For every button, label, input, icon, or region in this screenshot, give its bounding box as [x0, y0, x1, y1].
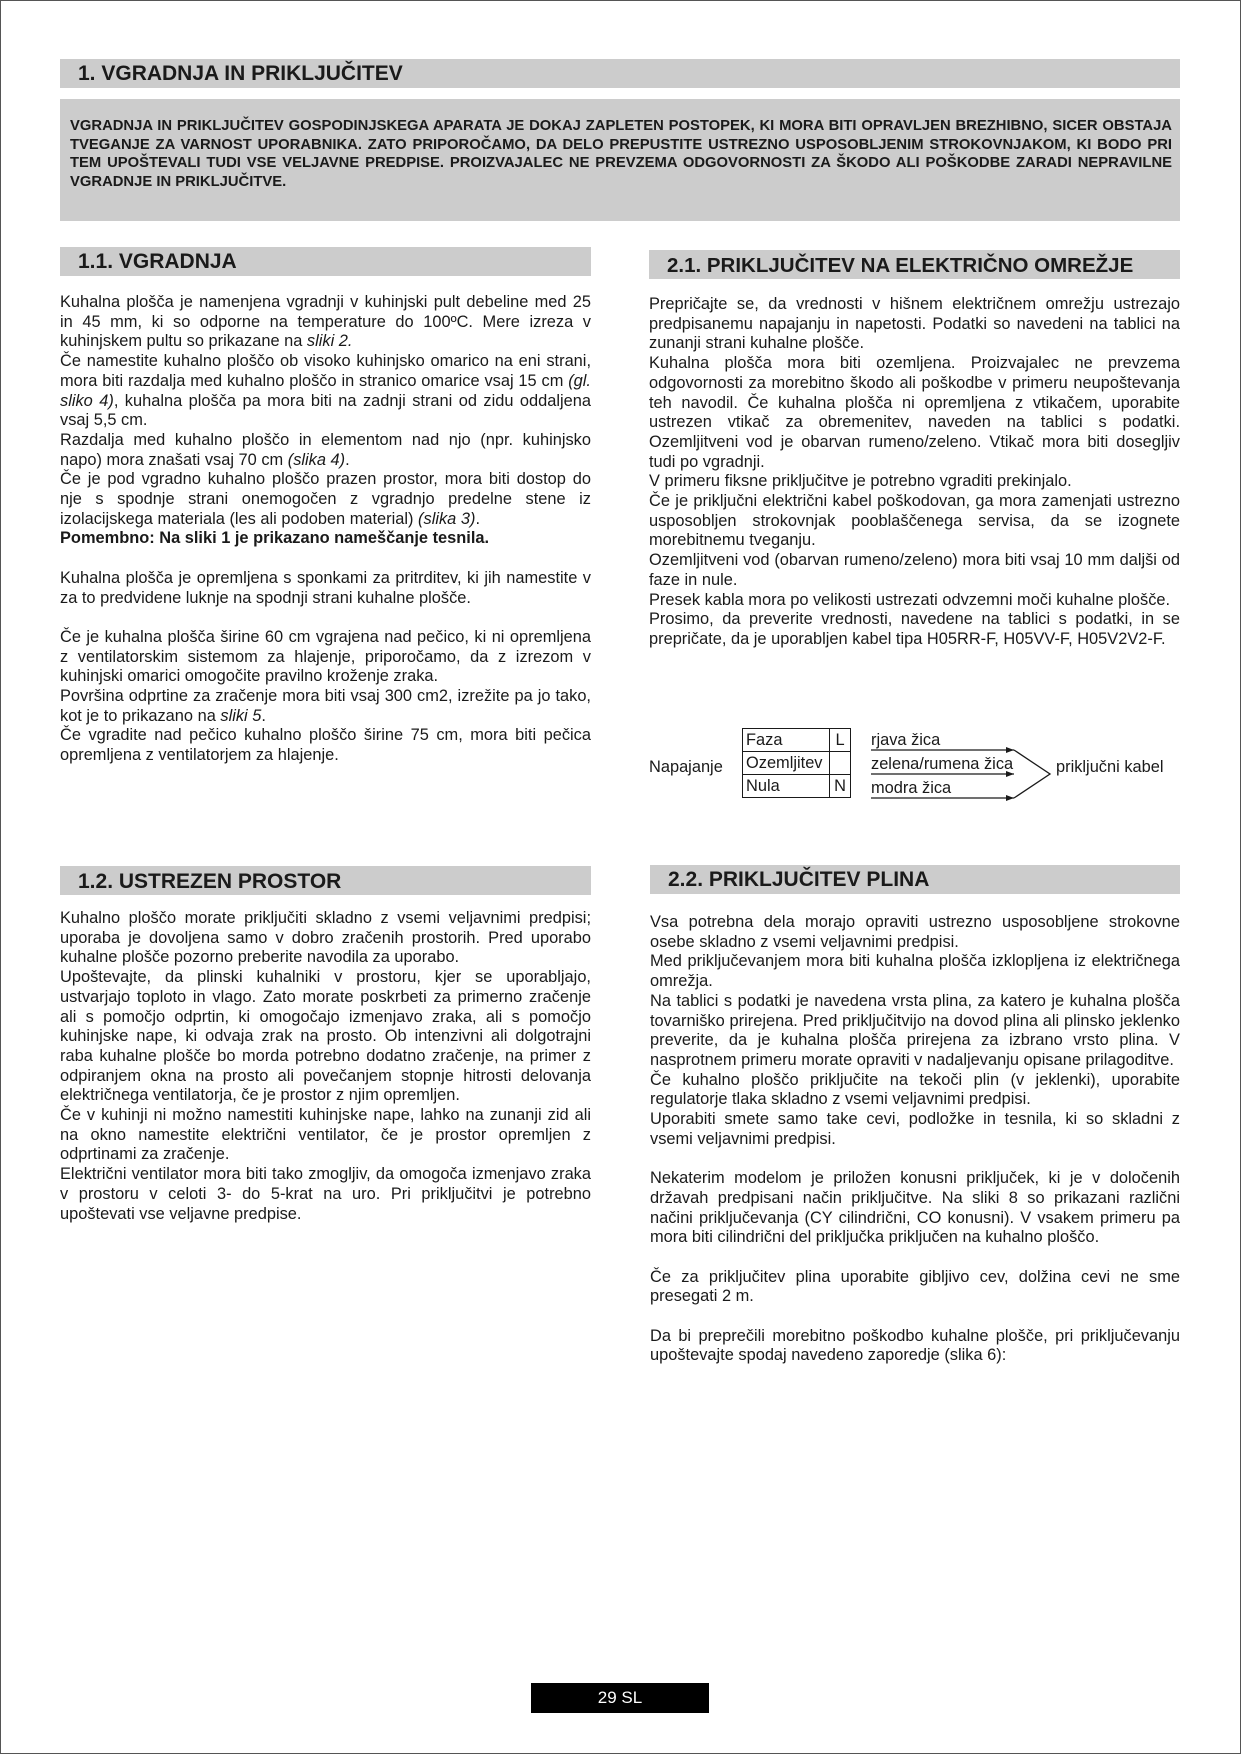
wire-code: N [830, 775, 851, 798]
important-note: Pomembno: Na sliki 1 je prikazano nameščanje tesnila. [60, 529, 490, 548]
paragraph: Kuhalno ploščo morate priključiti skladno z vsemi veljavnimi predpisi; uporaba je dovoljena samo v dobro zračenih prostorih. Pred uporabo kuhalne plošče pozorno preberite navodila za uporabo. [60, 909, 591, 967]
paragraph: Ozemljitveni vod (obarvan rumeno/zeleno) mora biti vsaj 10 mm daljši od faze in nule. [649, 551, 1180, 589]
wiring-diagram [648, 728, 1188, 804]
paragraph: Upoštevajte, da plinski kuhalniki v prostoru, kjer se uporabljajo, ustvarjajo toploto in vlago. Zato morate poskrbeti za primerno zračenje ali s pomočjo odprtin, ki omogočajo izmenjavo zraka, ali s pomočjo kuhinjske nape, ki odvaja zrak na prosto. Ob intenzivni ali dolgotrajni raba kuhalne plošče bo morda potrebno dodatno zračenje, na primer z odpiranjem okna na prosto ali povečanjem stopnje hitrosti delovanja električnega ventilatorja, če je prostor z njim opremljen. [60, 968, 591, 1105]
section-2-2-title: 2.2. PRIKLJUČITEV PLINA [668, 868, 930, 891]
cable-label: priključni kabel [1056, 758, 1164, 776]
section-1-2-header [60, 866, 591, 895]
paragraph: Kuhalna plošča mora biti ozemljena. Proizvajalec ne prevzema odgovornosti za morebitno škodo ali poškodbe v primeru neupoštevanja teh navodil. Če kuhalna plošča ni opremljena z vtikačem, uporabite ustrezen vtikač za obremenitev, naveden na tablici s podatki. Ozemljitveni vod je obarvan rumeno/zeleno. Vtikač mora biti dosegljiv tudi po vgradnji. [649, 354, 1180, 471]
wire-name: Nula [743, 775, 830, 798]
warning-text: VGRADNJA IN PRIKLJUČITEV GOSPODINJSKEGA APARATA JE DOKAJ ZAPLETEN POSTOPEK, KI MORA BITI OPRAVLJEN BREZHIBNO, SICER OBSTAJA TVEGANJE ZA VARNOST UPORABNIKA. ZATO PRIPOROČAMO, DA DELO PREPUSTITE USTREZNO USPOSOBLJENIM STROKOVNJAKOM, KI BODO PRI TEM UPOŠTEVALI TUDI VSE VELJAVNE PREDPISE. PROIZVAJALEC NE PREVZEMA ODGOVORNOSTI ZA ŠKODO ALI POŠKODBE ZARADI NEPRAVILNE VGRADNJE IN PRIKLJUČITVE. [70, 118, 1172, 190]
section-2-1-header [649, 250, 1180, 279]
wire-name: Ozemljitev [743, 752, 830, 775]
paragraph: Če kuhalno ploščo priključite na tekoči plin (v jeklenki), uporabite regulatorje tlaka skladno z vsemi veljavnimi predpisi. [650, 1070, 1180, 1109]
paragraph: V primeru fiksne priključitve je potrebno vgraditi prekinjalo. [649, 472, 1072, 491]
paragraph: Kuhalna plošča je namenjena vgradnji v kuhinjski pult debeline med 25 in 45 mm, ki so odporne na temperature do 100ºC. Mere izreza v kuhinjskem pultu so prikazane na sliki 2. [60, 293, 591, 351]
page-number: 29 SL [531, 1683, 709, 1713]
paragraph: Na tablici s podatki je navedena vrsta plina, za katero je kuhalna plošča tovarniško prirejena. Pred priključitvijo na dovod plina ali plinsko jeklenko preverite, da je kuhalna plošča prirejena za izbrano vrsto plina. V nasprotnem primeru morate opraviti v nadaljevanju opisane prilagoditve. [650, 991, 1180, 1069]
section-1-header [60, 59, 1180, 88]
section-1-1-title: 1.1. VGRADNJA [78, 250, 237, 273]
paragraph: Površina odprtine za zračenje mora biti vsaj 300 cm2, izrežite pa jo tako, kot je to prikazano na sliki 5. [60, 687, 591, 725]
paragraph: Prepričajte se, da vrednosti v hišnem električnem omrežju ustrezajo predpisanemu napajanju in napetosti. Podatki so navedeni na tablici na zunanji strani kuhalne plošče. [649, 295, 1180, 353]
paragraph: Če za priključitev plina uporabite gibljivo cev, dolžina cevi ne sme presegati 2 m. [650, 1267, 1180, 1306]
paragraph: Prosimo, da preverite vrednosti, navedene na tablici s podatki, in se prepričate, da je uporabljen kabel tipa H05RR-F, H05VV-F, H05V2V2-F. [649, 610, 1180, 648]
section-1-2-title: 1.2. USTREZEN PROSTOR [78, 870, 342, 893]
section-2-1-body [649, 295, 1180, 650]
paragraph: Če je priključni električni kabel poškodovan, ga mora zamenjati ustrezno usposobljen strokovnjak pooblaščenega servisa, da se izognete morebitnemu tveganju. [649, 492, 1180, 550]
paragraph: Nekaterim modelom je priložen konusni priključek, ki je v določenih državah predpisani način priključitve. Na sliki 8 so prikazani različni načini priključevanja (CY cilindrični, CO konusni). V vsakem primeru pa mora biti cilindrični del priključka priključen na kuhalno ploščo. [650, 1169, 1180, 1247]
arrowhead [1006, 771, 1014, 777]
section-1-1-body [60, 293, 591, 766]
paragraph: Če je kuhalna plošča širine 60 cm vgrajena nad pečico, ki ni opremljena z ventilatorskim sistemom za hlajenje, priporočamo, da z izrezom v kuhinjski omarici omogočite pravilno kroženje zraka. [60, 627, 591, 686]
section-2-2-header [650, 865, 1180, 894]
paragraph: Kuhalna plošča je opremljena s sponkami za pritrditev, ki jih namestite v za to predvidene luknje na spodnji strani kuhalne plošče. [60, 568, 591, 607]
wire-label: modra žica [871, 779, 952, 797]
paragraph: Če v kuhinji ni možno namestiti kuhinjske nape, lahko na zunanji zid ali na okno namestite električni ventilator, če je prostor opremljen z odprtinami za zračenje. [60, 1106, 591, 1164]
arrowhead [1006, 795, 1014, 801]
wire-name: Faza [743, 729, 830, 752]
paragraph: Električni ventilator mora biti tako zmogljiv, da omogoča izmenjavo zraka v prostoru v celoti 3- do 5-krat na uro. Pri priključitvi je potrebno upoštevati vse veljavne predpise. [60, 1165, 591, 1223]
section-2-2-body [650, 913, 1180, 1366]
paragraph: Če namestite kuhalno ploščo ob visoko kuhinjsko omarico na eni strani, mora biti razdalja med kuhalno ploščo in stranico omarice vsaj 15 cm (gl. sliko 4), kuhalna plošča pa mora biti na zadnji strani od zidu oddaljena vsaj 5,5 cm. [60, 352, 592, 430]
arrowhead [1006, 747, 1014, 753]
wire-label: zelena/rumena žica [871, 755, 1014, 773]
section-2-1-title: 2.1. PRIKLJUČITEV NA ELEKTRIČNO OMREŽJE [667, 254, 1134, 277]
paragraph: Če je pod vgradno kuhalno ploščo prazen prostor, mora biti dostop do nje s spodnje strani onemogočen z vgradnjo predelne stene iz izolacijskega materiala (les ali podoben material) (slika 3). [60, 470, 591, 528]
section-1-title: 1. VGRADNJA IN PRIKLJUČITEV [78, 62, 403, 85]
cable-bundle-arrow [1014, 750, 1050, 798]
paragraph: Da bi preprečili morebitno poškodbo kuhalne plošče, pri priključevanju upoštevajte spodaj navedeno zaporedje (slika 6): [650, 1326, 1180, 1365]
section-1-1-header [60, 247, 591, 276]
wire-label: rjava žica [871, 731, 941, 749]
paragraph: Med priključevanjem mora biti kuhalna plošča izklopljena iz električnega omrežja. [650, 952, 1180, 991]
paragraph: Presek kabla mora po velikosti ustrezati odvzemni moči kuhalne plošče. [649, 590, 1171, 609]
paragraph: Če vgradite nad pečico kuhalno ploščo širine 75 cm, mora biti pečica opremljena z ventilatorjem za hlajenje. [60, 726, 591, 765]
paragraph: Vsa potrebna dela morajo opraviti ustrezno usposobljene strokovne osebe skladno z vsemi veljavnimi predpisi. [650, 913, 1180, 951]
supply-label: Napajanje [649, 758, 723, 776]
section-1-2-body [60, 909, 591, 1224]
paragraph: Razdalja med kuhalno ploščo in elementom nad njo (npr. kuhinjsko napo) mora znašati vsaj 70 cm (slika 4). [60, 430, 591, 469]
paragraph: Uporabiti smete samo take cevi, podložke in tesnila, ki so skladni z vsemi veljavnimi predpisi. [650, 1110, 1180, 1148]
wire-code: L [830, 729, 851, 752]
